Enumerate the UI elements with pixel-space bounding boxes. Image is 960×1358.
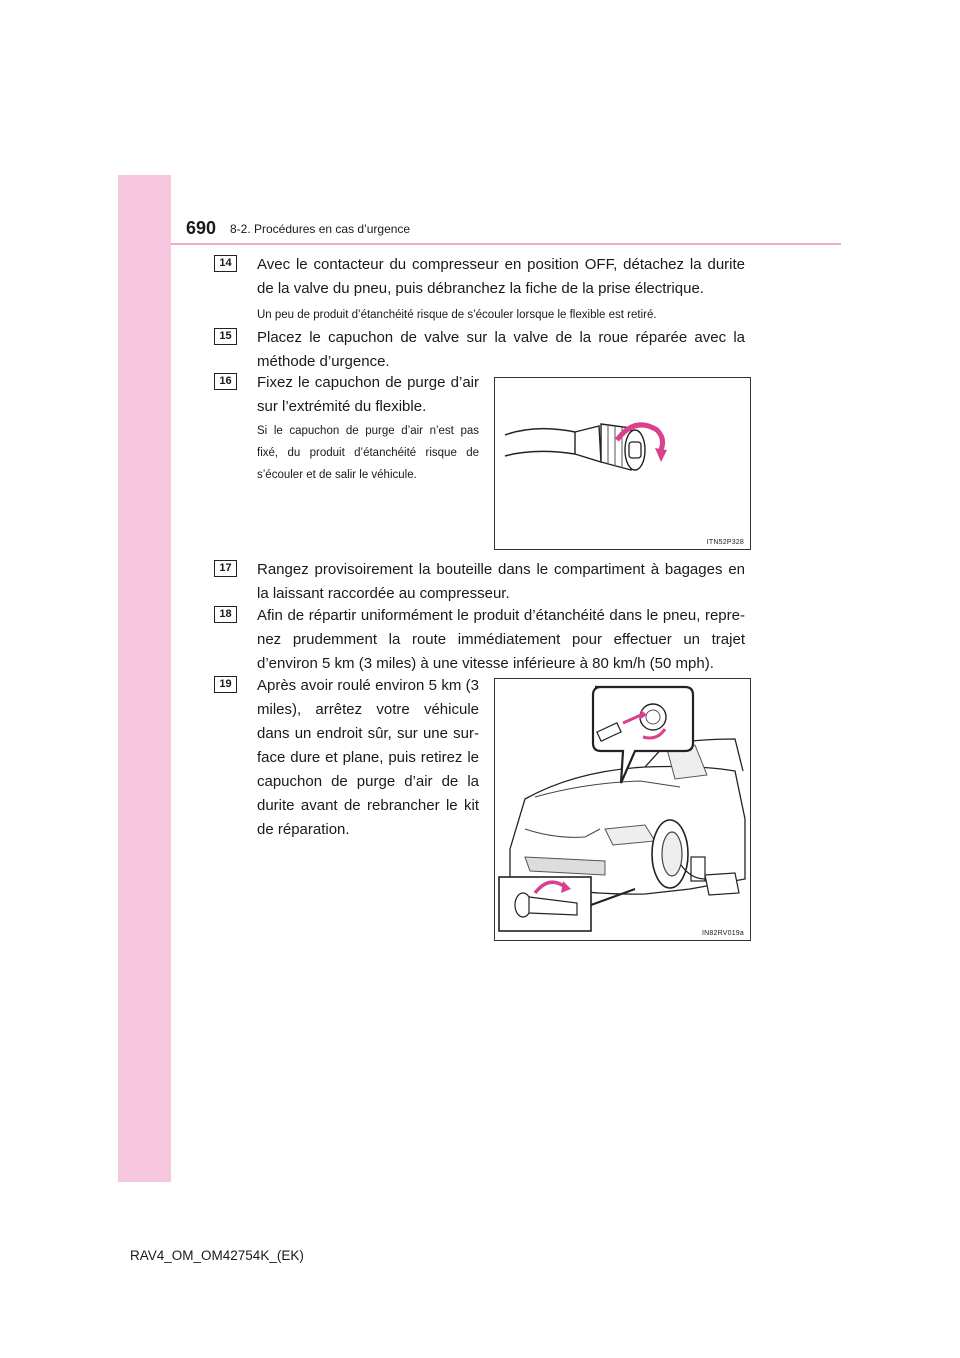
step-badge-18: 18: [214, 606, 237, 623]
step-14-text: Avec le contacteur du compresseur en position OFF, détachez la durite de la valve du pneu, puis débranchez la fiche de la prise électrique.: [257, 256, 745, 297]
car-repair-kit-figure: [494, 678, 751, 941]
page-number: 690: [186, 218, 217, 238]
step-15-text: Placez le capuchon de valve sur la valve de la roue réparée avec la méthode d’urgence.: [257, 329, 745, 370]
footer-doc-code: RAV4_OM_OM42754K_(EK): [130, 1248, 304, 1263]
figure-code-hose-cap: ITN52P328: [706, 539, 744, 546]
header-divider: [171, 243, 841, 245]
step-17-text: Rangez provisoirement la bouteille dans le compartiment à bagages en la laissant raccordée au compresseur.: [257, 561, 745, 602]
step-16-note: Si le capuchon de purge d’air n’est pas fixé, du produit d’étanchéité risque de s’écouler et de salir le véhicule.: [257, 425, 479, 481]
step-19-text: Après avoir roulé environ 5 km (3 miles), arrêtez votre véhicule dans un endroit sûr, sur une sur-face dure et plane, puis retirez le capuchon de purge d’air de la durite avant de rebrancher le kit de réparation.: [257, 677, 479, 838]
step-badge-14: 14: [214, 255, 237, 272]
hose-cap-illustration: [495, 378, 750, 549]
section-title: 8-2. Procédures en cas d’urgence: [230, 222, 411, 236]
step-badge-17: 17: [214, 560, 237, 577]
step-badge-19: 19: [214, 676, 237, 693]
step-badge-15: 15: [214, 328, 237, 345]
step-16-text: Fixez le capuchon de purge d’air sur l’extrémité du flexible.: [257, 374, 479, 415]
step-14-note: Un peu de produit d’étanchéité risque de s’écouler lorsque le flexible est retiré.: [257, 309, 657, 321]
figure-code-car-kit: IN82RV019a: [702, 930, 744, 937]
step-18-text: Afin de répartir uniformément le produit d’étanchéité dans le pneu, repre-nez prudemment la route immédiatement pour effectuer un trajet d’environ 5 km (3 miles) à une vitesse inférieure à 80 km/h (50 mph).: [257, 607, 745, 672]
car-repair-kit-illustration: [495, 679, 750, 940]
side-tab-band: [118, 175, 171, 1182]
hose-cap-figure: [494, 377, 751, 550]
step-badge-16: 16: [214, 373, 237, 390]
